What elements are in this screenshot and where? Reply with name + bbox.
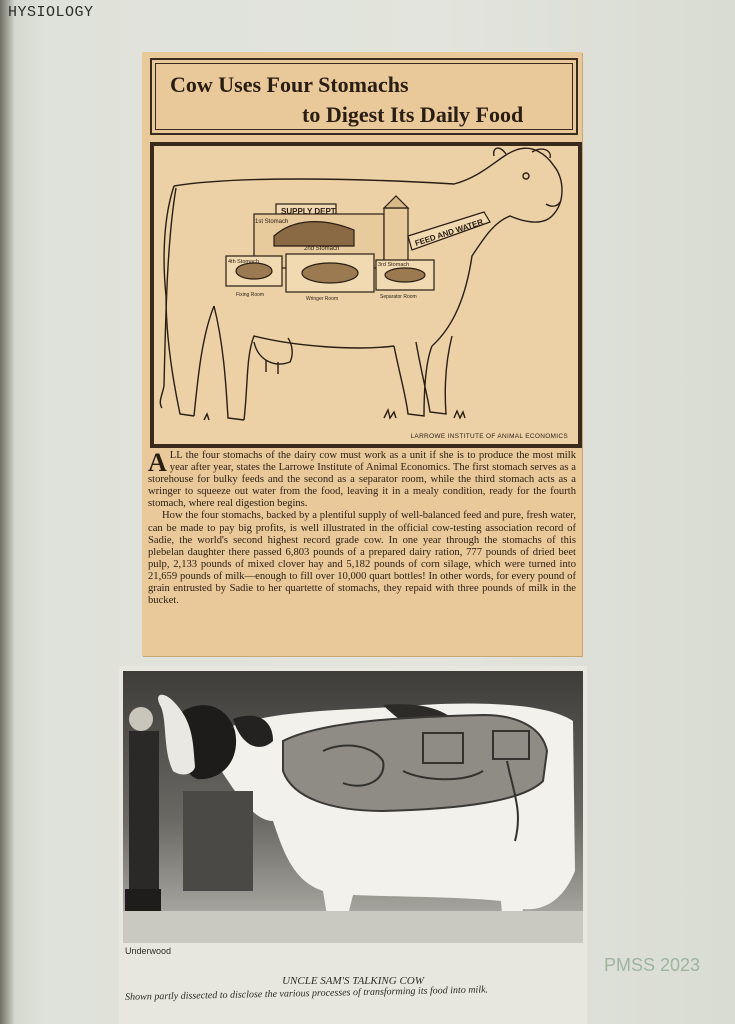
- label-wringer-room: Wringer Room: [306, 296, 339, 302]
- label-separator-room: Separator Room: [380, 294, 417, 300]
- article-paragraph-1: [148, 450, 576, 510]
- cow-drawing: [154, 146, 570, 436]
- article-body: [148, 450, 576, 607]
- watermark: PMSS 2023: [604, 955, 701, 975]
- article-paragraph-1-text: LL the four stomachs of the dairy cow must work as a unit if she is to produce the most milk year after year, states the Larrowe Institute of Animal Economics. The first stomach serves as a storehouse for bulky feeds and the second as a separator room, while the third stomach acts as a wringer to squeeze out water from the food, leaving it in a mealy condition, ready for the fourth stomach, where real digestion begins.: [148, 450, 576, 510]
- label-stomach-2: 2nd Stomach: [304, 246, 340, 252]
- page-header-stamp: HYSIOLOGY: [8, 4, 94, 21]
- photo-caption: Shown partly dissected to disclose the various processes of transforming its food into milk.: [125, 984, 489, 1003]
- photo-scene: [123, 671, 583, 943]
- label-supply-dept: SUPPLY DEPT.: [281, 207, 338, 216]
- photo-credit: Underwood: [125, 946, 172, 956]
- cow-stomach-illustration: [150, 142, 582, 448]
- illustration-credit: LARROWE INSTITUTE OF ANIMAL ECONOMICS: [410, 433, 568, 440]
- drop-cap: A: [148, 448, 167, 477]
- label-fixing-room: Fixing Room: [236, 292, 265, 298]
- photo-title: UNCLE SAM'S TALKING COW: [282, 975, 424, 987]
- headline-line-1: Cow Uses Four Stomachs: [170, 72, 409, 97]
- talking-cow-photo: [123, 671, 583, 943]
- headline-line-2: to Digest Its Daily Food: [302, 102, 524, 127]
- label-feed-and-water: FEED AND WATER: [413, 217, 485, 248]
- newspaper-clipping: [142, 52, 582, 656]
- headline-box: [150, 58, 578, 135]
- article-paragraph-2: How the four stomachs, backed by a plentiful supply of well-balanced feed and pure, fresh water, can be made to pay big profits, is well illustrated in the official cow-testing association record of Sadie, the world's second highest record grade cow. In one year through the stomachs of this plebelan daughter there passed 6,803 pounds of a prepared dairy ration, 777 pounds of dried beet pulp, 2,133 pounds of mixed clover hay and 5,182 pounds of corn silage, which were turned into 21,659 pounds of milk—enough to fill over 10,000 quart bottles! In other words, for every pound of grain entrusted by Sadie to her quartette of stomachs, they repaid with three pounds of milk in the bucket.: [148, 510, 576, 607]
- scrapbook-binding-edge: [0, 0, 14, 1024]
- photo-clipping: [119, 666, 587, 1024]
- label-stomach-4: 4th Stomach: [228, 259, 259, 265]
- label-stomach-1: 1st Stomach: [255, 219, 289, 225]
- label-stomach-3: 3rd Stomach: [378, 262, 410, 268]
